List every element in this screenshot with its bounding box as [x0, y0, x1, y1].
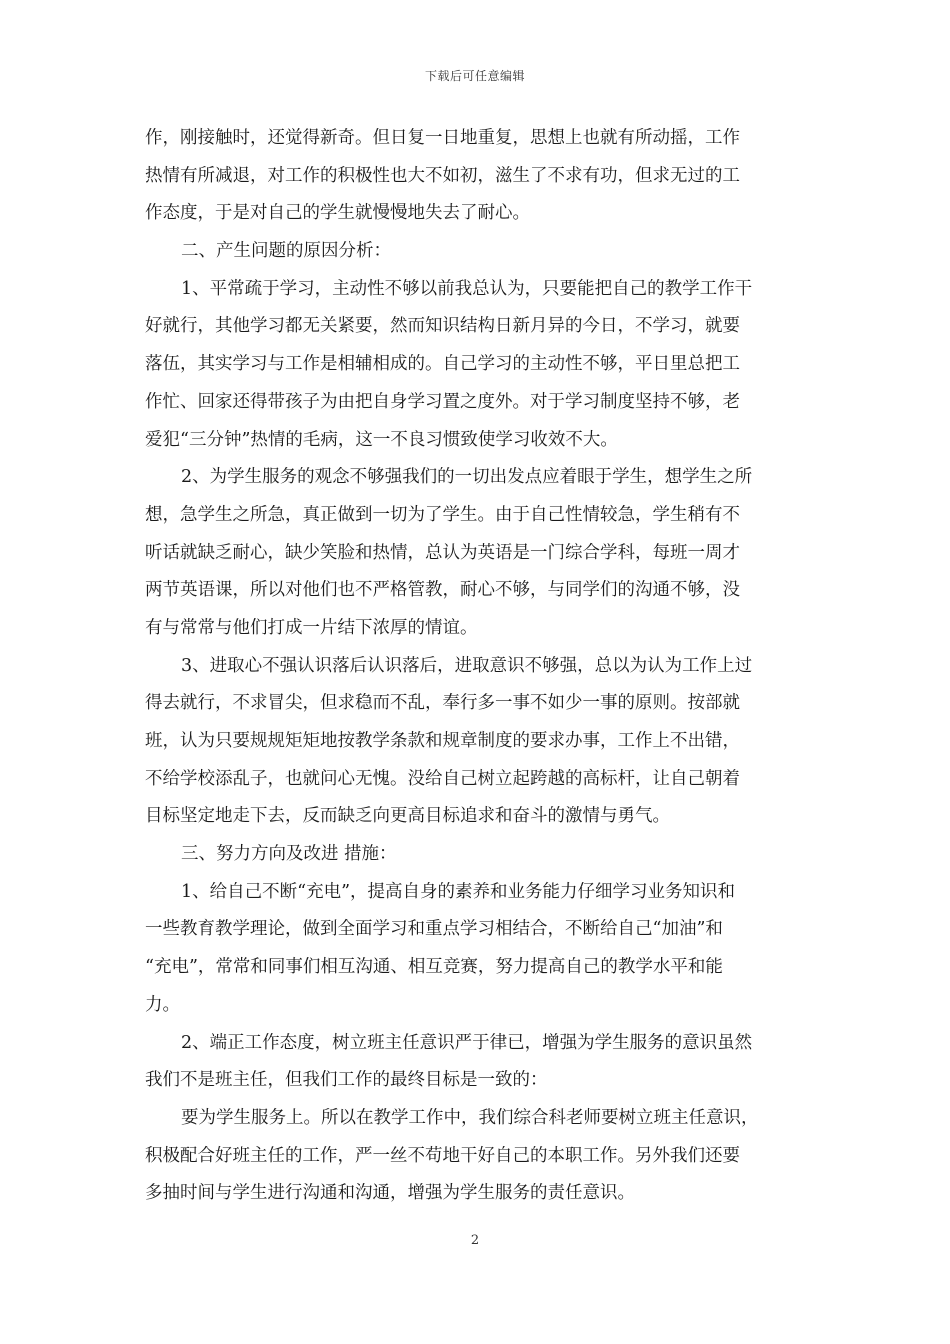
text-line: 3、进取心不强认识落后认识落后，进取意识不够强，总以为认为工作上过: [181, 655, 753, 676]
document-body: [145, 120, 810, 1213]
text-line: 二、产生问题的原因分析：: [181, 241, 391, 262]
text-line: “充电”，常常和同事们相互沟通、相互竞赛，努力提高自己的教学水平和能: [145, 957, 723, 978]
text-line: 积极配合好班主任的工作，严一丝不苟地干好自己的本职工作。另外我们还要: [145, 1145, 740, 1166]
text-line: 力。: [145, 994, 180, 1015]
text-line: 2、端正工作态度，树立班主任意识严于律已，增强为学生服务的意识虽然: [181, 1032, 753, 1053]
text-line: 好就行，其他学习都无关紧要，然而知识结构日新月异的今日，不学习，就要: [145, 316, 740, 337]
text-line: 1、平常疏于学习，主动性不够以前我总认为，只要能把自己的教学工作干: [181, 278, 753, 299]
text-line: 不给学校添乱子，也就问心无愧。没给自己树立起跨越的高标杆，让自己朝着: [145, 768, 740, 789]
page-header: 下载后可任意编辑: [424, 69, 525, 83]
text-line: 2、为学生服务的观念不够强我们的一切出发点应着眼于学生，想学生之所: [181, 467, 753, 488]
text-line: 要为学生服务上。所以在教学工作中，我们综合科老师要树立班主任意识，: [181, 1107, 759, 1128]
text-line: 爱犯“三分钟”热情的毛病，这一不良习惯致使学习收效不大。: [145, 429, 618, 450]
text-line: 作忙、回家还得带孩子为由把自身学习置之度外。对于学习制度坚持不够，老: [145, 391, 740, 412]
text-line: 两节英语课，所以对他们也不严格管教，耐心不够，与同学们的沟通不够，没: [145, 580, 740, 601]
text-line: 得去就行，不求冒尖，但求稳而不乱，奉行多一事不如少一事的原则。按部就: [145, 693, 740, 714]
text-line: 三、努力方向及改进 措施：: [181, 844, 397, 865]
page-number: 2: [470, 1233, 480, 1248]
text-line: 听话就缺乏耐心，缺少笑脸和热情，总认为英语是一门综合学科，每班一周才: [145, 542, 740, 563]
text-line: 作，刚接触时，还觉得新奇。但日复一日地重复，思想上也就有所动摇，工作: [145, 128, 740, 148]
text-line: 1、给自己不断“充电”，提高自身的素养和业务能力仔细学习业务知识和: [181, 881, 736, 902]
text-line: 有与常常与他们打成一片结下浓厚的情谊。: [145, 617, 478, 638]
text-line: 多抽时间与学生进行沟通和沟通，增强为学生服务的责任意识。: [145, 1183, 635, 1204]
text-line: 目标坚定地走下去，反而缺乏向更高目标追求和奋斗的激情与勇气。: [145, 806, 670, 827]
text-line: 热情有所减退，对工作的积极性也大不如初，滋生了不求有功，但求无过的工: [145, 165, 740, 186]
text-line: 想，急学生之所急，真正做到一切为了学生。由于自己性情较急，学生稍有不: [145, 504, 740, 525]
text-line: 一些教育教学理论，做到全面学习和重点学习相结合，不断给自己“加油”和: [145, 919, 723, 940]
text-line: 落伍，其实学习与工作是相辅相成的。自己学习的主动性不够，平日里总把工: [145, 354, 740, 375]
text-line: 我们不是班主任，但我们工作的最终目标是一致的：: [145, 1070, 548, 1091]
text-line: 作态度，于是对自己的学生就慢慢地失去了耐心。: [145, 203, 530, 224]
text-line: 班，认为只要规规矩矩地按教学条款和规章制度的要求办事，工作上不出错，: [145, 731, 740, 751]
